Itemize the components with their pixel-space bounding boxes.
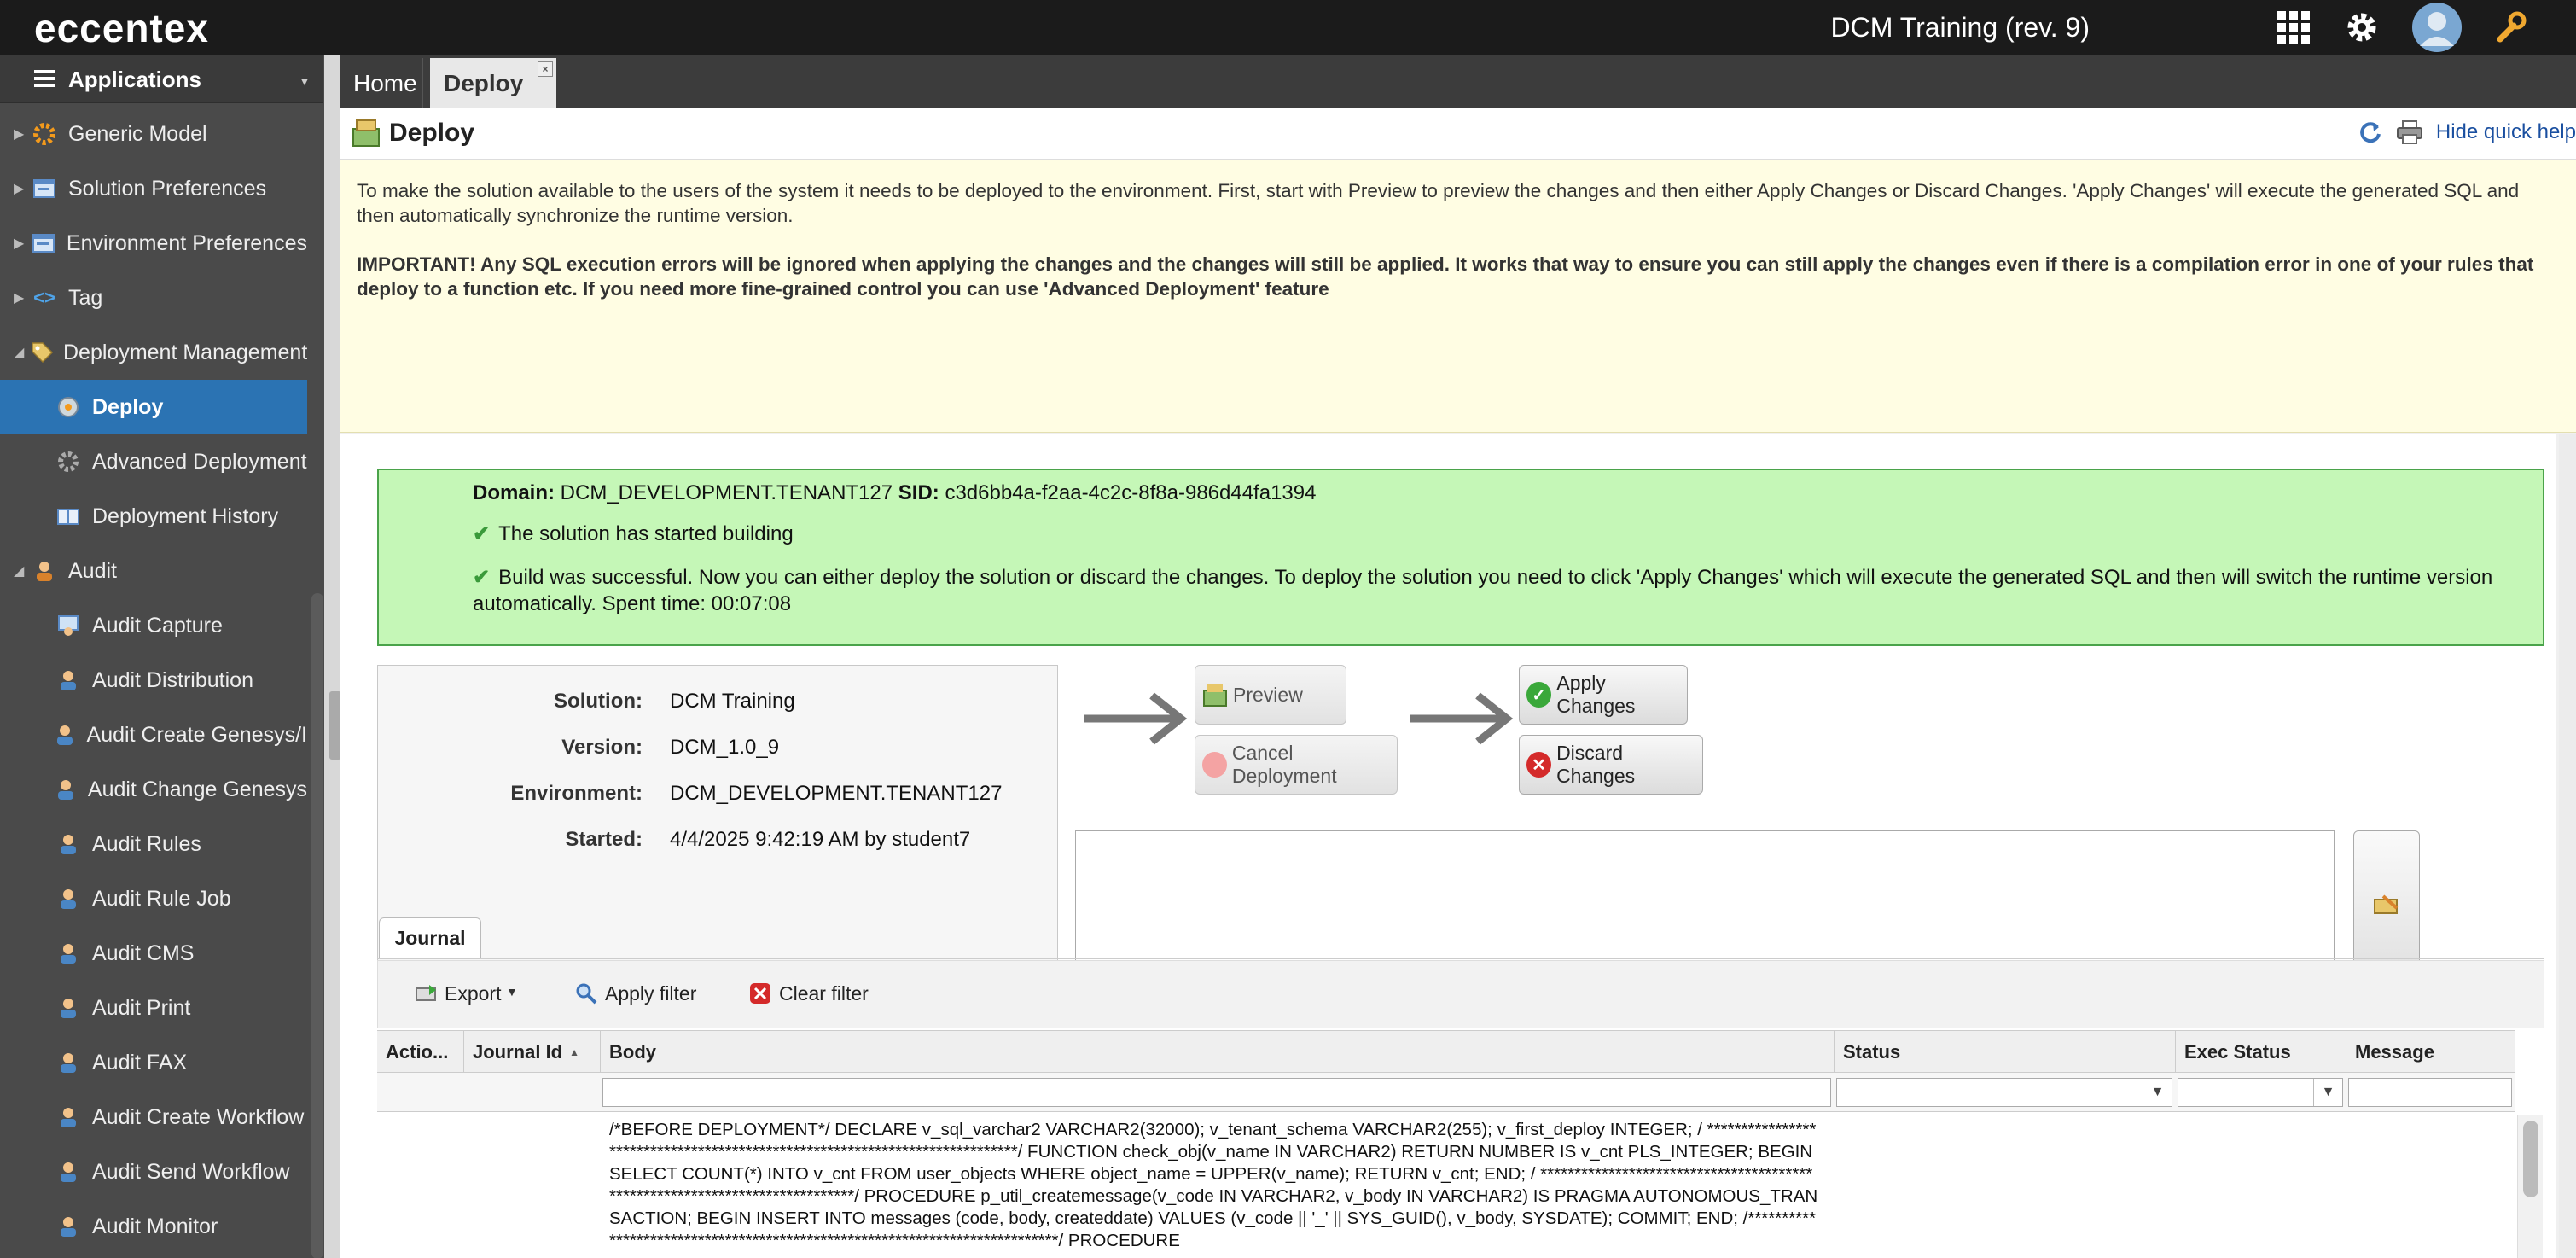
solution-label: Solution: bbox=[554, 690, 643, 713]
cancel-icon bbox=[1202, 752, 1227, 778]
user-icon bbox=[53, 1102, 84, 1133]
version-value: DCM_1.0_9 bbox=[670, 736, 780, 759]
column-header-message[interactable]: Message bbox=[2346, 1031, 2515, 1074]
main-panel bbox=[340, 108, 2576, 1258]
column-header-body[interactable]: Body bbox=[601, 1031, 1835, 1074]
help-important: IMPORTANT! Any SQL execution errors will be ignored when applying the changes and the changes will still be applied. It works that way to ensure you can still apply the changes even if there is a compilation error in one of your rules that deploy to a function etc. If you need more fine-grained control you can use 'Advanced Deployment' feature bbox=[357, 253, 2534, 300]
grid-scrollbar[interactable] bbox=[2517, 1115, 2543, 1258]
divider bbox=[377, 958, 2544, 959]
clear-filter-button[interactable]: Clear filter bbox=[748, 981, 869, 1005]
applications-menu[interactable] bbox=[0, 55, 323, 103]
discard-changes-button[interactable]: ✕ Discard Changes bbox=[1519, 735, 1703, 795]
tab-journal[interactable]: Journal bbox=[379, 917, 481, 958]
gear-icon[interactable] bbox=[2341, 7, 2382, 48]
applications-title: Applications bbox=[68, 67, 202, 92]
user-icon bbox=[52, 774, 79, 805]
user-icon bbox=[53, 993, 84, 1023]
sidebar-item-audit[interactable]: ◢ Audit bbox=[0, 544, 307, 598]
chevron-down-icon: ▼ bbox=[2143, 1079, 2172, 1106]
form-icon bbox=[29, 228, 58, 259]
sid-value: c3d6bb4a-f2aa-4c2c-8f8a-986d44fa1394 bbox=[945, 481, 1317, 504]
sidebar-item-audit-create-genesys[interactable]: Audit Create Genesys/I bbox=[0, 708, 307, 762]
hide-quick-help-link[interactable]: Hide quick help bbox=[2435, 120, 2576, 143]
column-header-actions[interactable]: Actio... bbox=[377, 1031, 464, 1074]
environment-value: DCM_DEVELOPMENT.TENANT127 bbox=[670, 782, 1003, 805]
domain-value: DCM_DEVELOPMENT.TENANT127 bbox=[560, 481, 893, 504]
check-icon: ✔ bbox=[473, 566, 491, 589]
tab-home[interactable]: Home bbox=[340, 58, 423, 108]
app-title: DCM Training (rev. 9) bbox=[1830, 12, 2090, 43]
form-icon bbox=[29, 173, 60, 204]
hamburger-icon bbox=[34, 69, 55, 92]
apply-filter-button[interactable]: Apply filter bbox=[574, 981, 696, 1005]
started-value: 4/4/2025 9:42:19 AM by student7 bbox=[670, 828, 971, 851]
sidebar-item-deployment-history[interactable]: Deployment History bbox=[0, 489, 307, 544]
sidebar-item-generic-model[interactable]: ▶ Generic Model bbox=[0, 107, 307, 161]
grid-icon[interactable] bbox=[2273, 7, 2314, 48]
domain-label: Domain: bbox=[473, 481, 555, 504]
user-icon bbox=[52, 719, 79, 750]
journal-toolbar bbox=[377, 960, 2544, 1028]
exec-status-filter-select[interactable] bbox=[2178, 1078, 2343, 1107]
sort-asc-icon: ▲ bbox=[569, 1046, 580, 1058]
body-filter-input[interactable] bbox=[602, 1078, 1831, 1107]
pencil-icon bbox=[2371, 893, 2402, 918]
domain-line bbox=[473, 481, 1316, 505]
export-icon bbox=[414, 981, 438, 1005]
version-label: Version: bbox=[561, 736, 643, 759]
sidebar-item-audit-change-genesys[interactable]: Audit Change Genesys bbox=[0, 762, 307, 817]
avatar[interactable] bbox=[2411, 2, 2463, 53]
splitter[interactable] bbox=[324, 55, 340, 1258]
refresh-icon[interactable] bbox=[2358, 120, 2382, 149]
code-icon: <> bbox=[33, 287, 55, 308]
sidebar-item-environment-preferences[interactable]: ▶ Environment Preferences bbox=[0, 216, 307, 271]
sidebar-item-audit-print[interactable]: Audit Print bbox=[0, 981, 307, 1035]
book-icon bbox=[53, 501, 84, 532]
sid-label: SID: bbox=[898, 481, 939, 504]
sidebar-item-audit-cms[interactable]: Audit CMS bbox=[0, 926, 307, 981]
tab-deploy[interactable] bbox=[430, 58, 556, 108]
apply-changes-button[interactable]: ✓ Apply Changes bbox=[1519, 665, 1688, 725]
sidebar-item-tag[interactable]: ▶ <> Tag bbox=[0, 271, 307, 325]
sidebar-item-audit-fax[interactable]: Audit FAX bbox=[0, 1035, 307, 1090]
sidebar-item-audit-rules[interactable]: Audit Rules bbox=[0, 817, 307, 871]
sidebar-item-audit-rule-job[interactable]: Audit Rule Job bbox=[0, 871, 307, 926]
message-filter-input[interactable] bbox=[2348, 1078, 2512, 1107]
user-icon bbox=[53, 1211, 84, 1242]
user-icon bbox=[53, 665, 84, 696]
logo: eccentex bbox=[34, 6, 209, 50]
sidebar-item-advanced-deployment[interactable]: Advanced Deployment bbox=[0, 434, 307, 489]
tag-icon bbox=[29, 337, 55, 368]
tab-bar bbox=[340, 55, 2576, 108]
chevron-down-icon: ▼ bbox=[299, 74, 311, 88]
journal-grid-body bbox=[377, 1115, 2515, 1258]
page-header bbox=[340, 108, 2576, 160]
user-icon bbox=[53, 1047, 84, 1078]
check-icon: ✔ bbox=[473, 522, 491, 545]
search-icon bbox=[574, 981, 598, 1005]
export-dropdown-icon[interactable]: ▼ bbox=[506, 985, 518, 999]
sidebar-item-audit-send-workflow[interactable]: Audit Send Workflow bbox=[0, 1144, 307, 1199]
journal-grid-header bbox=[377, 1030, 2515, 1073]
gear-orange-icon bbox=[29, 119, 60, 149]
sidebar-item-audit-create-workflow[interactable]: Audit Create Workflow bbox=[0, 1090, 307, 1144]
wrench-icon[interactable] bbox=[2490, 7, 2531, 48]
check-circle-icon: ✓ bbox=[1526, 682, 1551, 708]
user-icon bbox=[53, 883, 84, 914]
help-text: To make the solution available to the users of the system it needs to be deployed to the environment. First, start with Preview to preview the changes and then either Apply Changes or Discard Changes. 'Apply Changes' will execute the generated SQL and then automatically synchronize the runtime version. bbox=[357, 180, 2520, 226]
journal-filter-row bbox=[377, 1073, 2515, 1112]
close-icon[interactable]: × bbox=[538, 61, 553, 77]
quick-help-panel bbox=[340, 160, 2576, 433]
sidebar-item-audit-distribution[interactable]: Audit Distribution bbox=[0, 653, 307, 708]
journal-row-body: /*BEFORE DEPLOYMENT*/ DECLARE v_sql_varchar2 VARCHAR2(32000); v_tenant_schema VARCHAR2(255); v_first_deploy INTEGER; / ****************************************************************************/ FUNCTION check_obj(v_name IN VARCHAR2) RETURN NUMBER IS v_cnt PLS_INTEGER; BEGIN SELECT COUNT(*) INTO v_cnt FROM user_objects WHERE object_name = UPPER(v_name); RETURN v_cnt; END; / ****************************************************************************/ PROCEDURE p_util_createmessage(v_code IN VARCHAR2, v_body IN VARCHAR2) IS PRAGMA AUTONOMOUS_TRANSACTION; BEGIN INSERT INTO messages (code, body, createddate) VALUES (v_code || '_' || SYS_GUID(), v_body, SYSDATE); COMMIT; END; /****************************************************************************/ PROCEDURE bbox=[609, 1120, 1818, 1250]
environment-label: Environment: bbox=[510, 782, 643, 805]
sidebar-item-solution-preferences[interactable]: ▶ Solution Preferences bbox=[0, 161, 307, 216]
status-message-started: ✔ The solution has started building bbox=[473, 522, 794, 545]
tab-deploy-label: Deploy bbox=[444, 69, 524, 96]
chevron-down-icon: ▼ bbox=[2313, 1079, 2342, 1106]
sidebar-item-audit-capture[interactable]: Audit Capture bbox=[0, 598, 307, 653]
capture-icon bbox=[53, 610, 84, 641]
cancel-deployment-button[interactable]: Cancel Deployment bbox=[1195, 735, 1398, 795]
column-header-status[interactable]: Status bbox=[1835, 1031, 2176, 1074]
solution-value: DCM Training bbox=[670, 690, 795, 713]
status-message-success: ✔ Build was successful. Now you can either deploy the solution or discard the changes. To deploy the solution you need to click 'Apply Changes' which will execute the generated SQL and then will switch the runtime version automatically. Spent time: 00:07:08 bbox=[473, 566, 2493, 615]
sidebar-item-deploy[interactable]: Deploy bbox=[0, 380, 307, 434]
arrow-right-icon bbox=[1406, 689, 1514, 758]
deploy-icon bbox=[352, 119, 381, 152]
user-icon bbox=[53, 1156, 84, 1187]
sidebar-item-deployment-management[interactable]: ◢ Deployment Management bbox=[0, 325, 307, 380]
column-header-journal-id[interactable]: Journal Id ▲ bbox=[464, 1031, 601, 1074]
export-button[interactable]: Export bbox=[414, 981, 501, 1005]
sidebar bbox=[0, 55, 331, 1258]
user-icon bbox=[29, 556, 60, 586]
preview-icon bbox=[1202, 682, 1228, 708]
arrow-right-icon bbox=[1080, 689, 1188, 758]
preview-button[interactable]: Preview bbox=[1195, 665, 1346, 725]
started-label: Started: bbox=[565, 828, 643, 851]
x-circle-icon: ✕ bbox=[1526, 752, 1551, 778]
deploy-content bbox=[340, 434, 2556, 1258]
page-scrollbar[interactable] bbox=[2559, 434, 2576, 1258]
deploy-icon bbox=[53, 392, 84, 422]
grid-scroll-thumb[interactable] bbox=[2523, 1121, 2538, 1197]
user-icon bbox=[53, 829, 84, 859]
page-title: Deploy bbox=[389, 119, 475, 147]
user-icon bbox=[53, 938, 84, 969]
column-header-exec-status[interactable]: Exec Status bbox=[2176, 1031, 2346, 1074]
status-filter-select[interactable] bbox=[1836, 1078, 2172, 1107]
top-bar bbox=[0, 0, 2576, 55]
status-panel bbox=[377, 469, 2544, 646]
gear-icon bbox=[53, 446, 84, 477]
print-icon[interactable] bbox=[2396, 119, 2423, 150]
sidebar-item-audit-monitor[interactable]: Audit Monitor bbox=[0, 1199, 307, 1254]
sidebar-scrollbar[interactable] bbox=[311, 593, 323, 1258]
x-circle-icon bbox=[748, 981, 772, 1005]
